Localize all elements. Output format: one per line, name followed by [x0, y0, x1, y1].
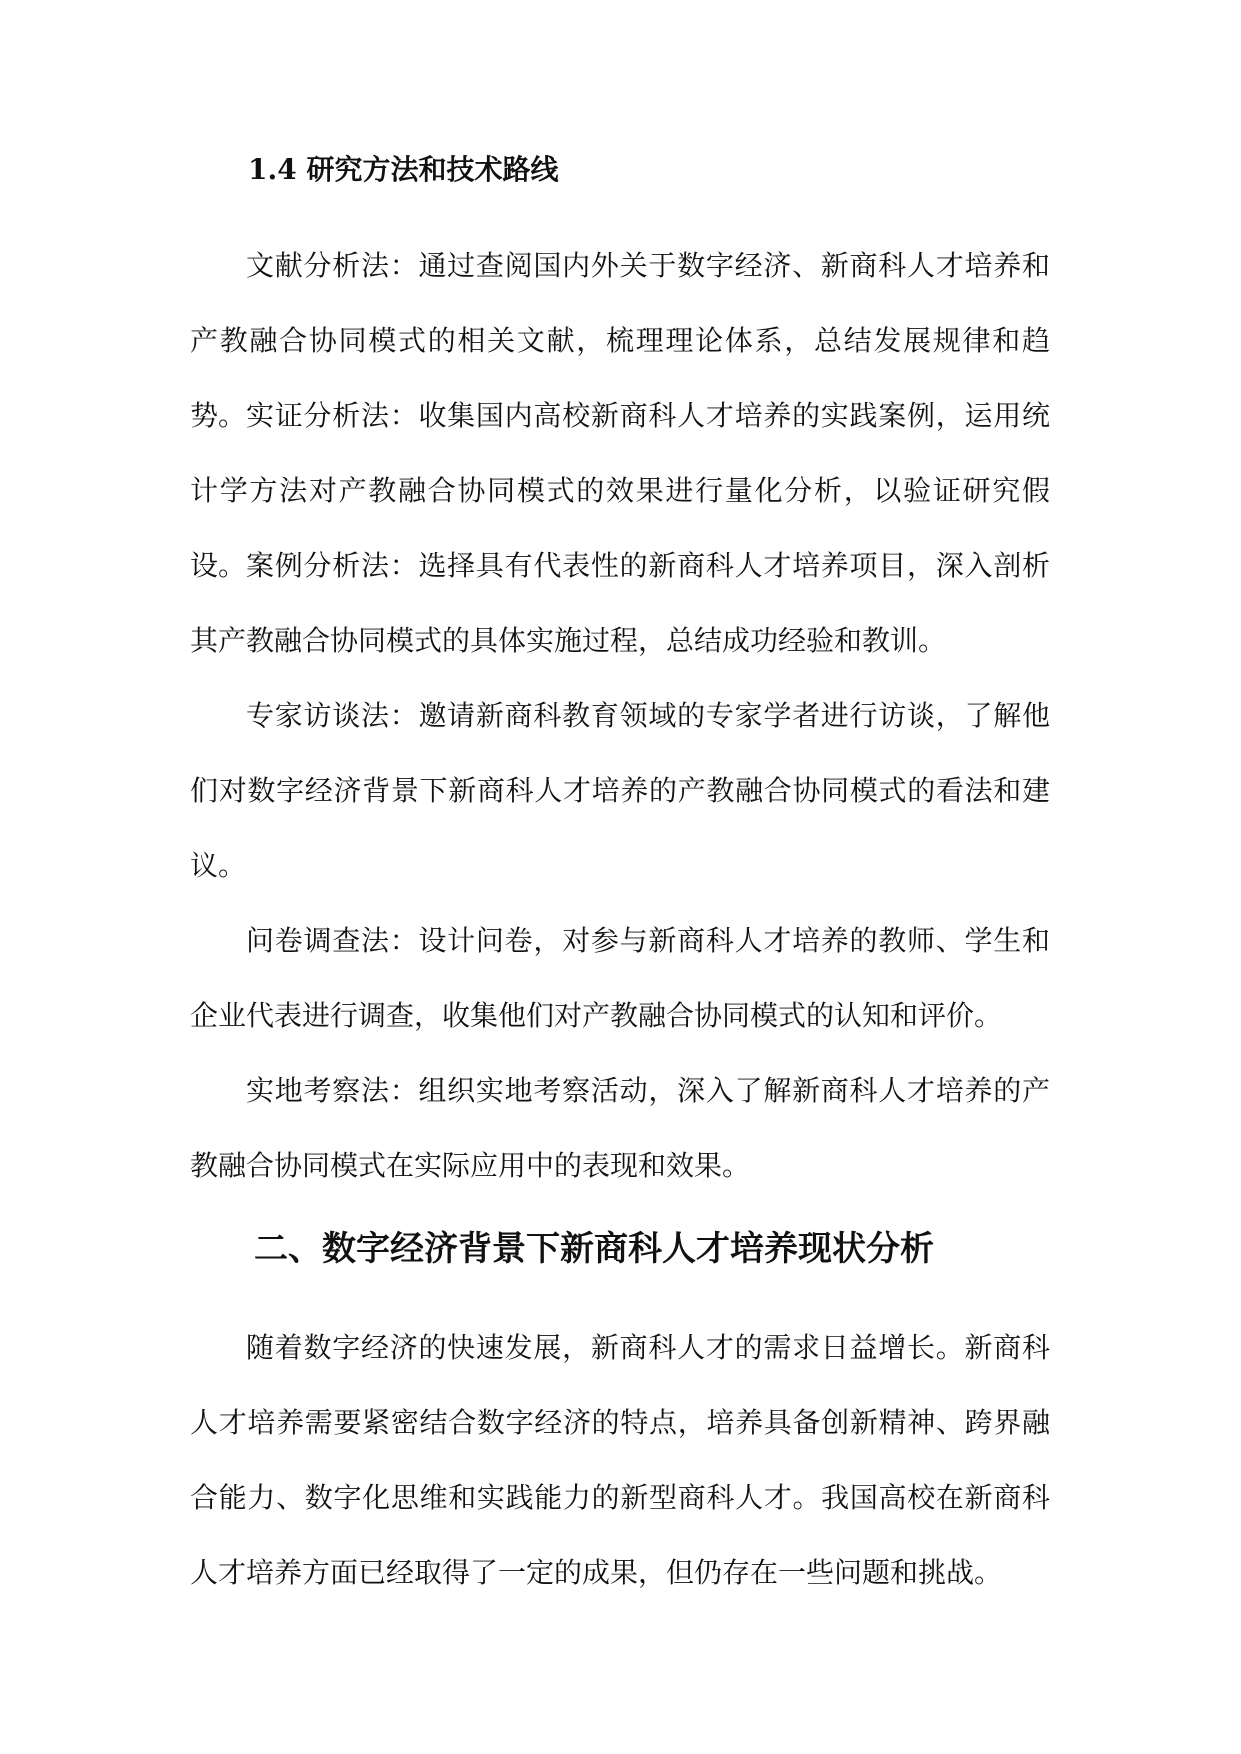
paragraph-status-overview: 随着数字经济的快速发展，新商科人才的需求日益增长。新商科人才培养需要紧密结合数字经济的特点，培养具备创新精神、跨界融合能力、数字化思维和实践能力的新型商科人才。我国高校在新商科人才培养方面已经取得了一定的成果，但仍存在一些问题和挑战。	[190, 1331, 1050, 1589]
section-1-4-title: 1.4 研究方法和技术路线	[248, 153, 559, 186]
section-2-title: 二、数字经济背景下新商科人才培养现状分析	[254, 1229, 934, 1269]
paragraph-case-analysis: 案例分析法：选择具有代表性的新商科人才培养项目，深入剖析其产教融合协同模式的具体实施过程，总结成功经验和教训。	[190, 549, 1050, 657]
paragraph-empirical-analysis: 实证分析法：收集国内高校新商科人才培养的实践案例，运用统计学方法对产教融合协同模式的效果进行量化分析，以验证研究假设。	[190, 399, 1050, 582]
paragraph-expert-interview: 专家访谈法：邀请新商科教育领域的专家学者进行访谈，了解他们对数字经济背景下新商科人才培养的产教融合协同模式的看法和建议。	[190, 699, 1050, 882]
paragraph-field-investigation: 实地考察法：组织实地考察活动，深入了解新商科人才培养的产教融合协同模式在实际应用中的表现和效果。	[190, 1074, 1050, 1182]
paragraph-literature-analysis: 文献分析法：通过查阅国内外关于数字经济、新商科人才培养和产教融合协同模式的相关文献，梳理理论体系，总结发展规律和趋势。	[190, 249, 1050, 432]
paragraph-questionnaire: 问卷调查法：设计问卷，对参与新商科人才培养的教师、学生和企业代表进行调查，收集他们对产教融合协同模式的认知和评价。	[190, 924, 1050, 1032]
